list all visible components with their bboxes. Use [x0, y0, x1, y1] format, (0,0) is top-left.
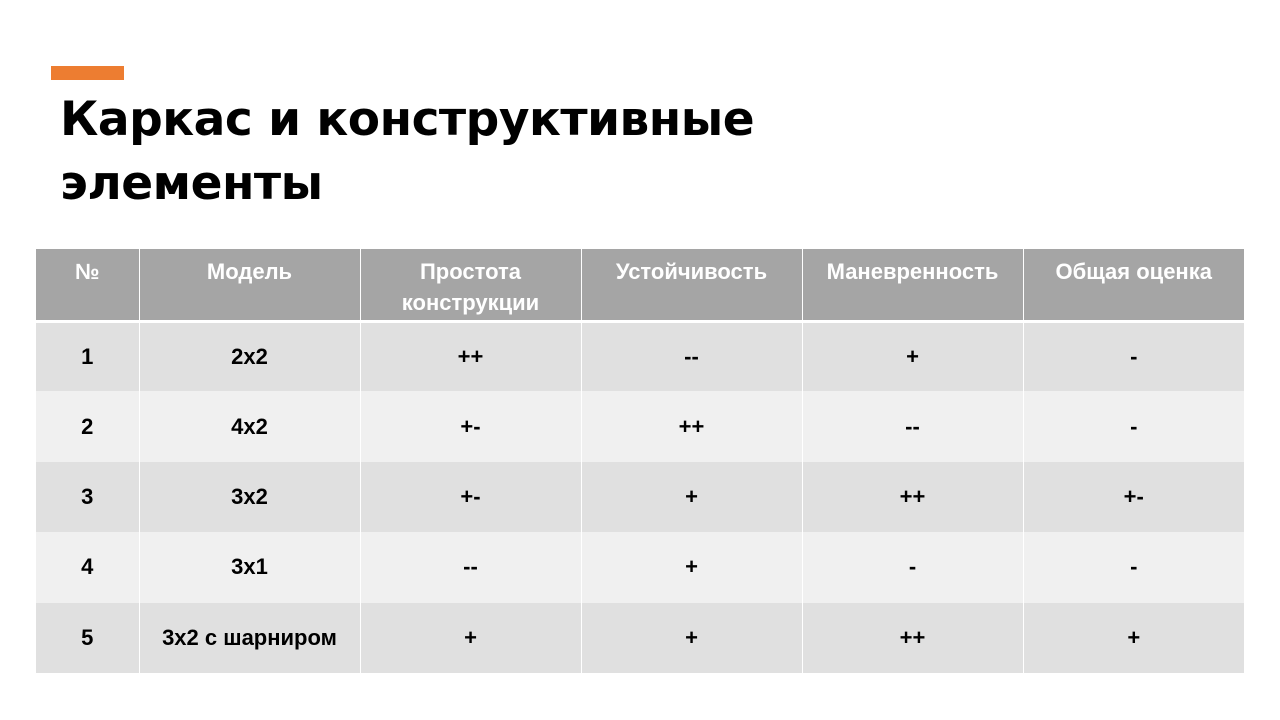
cell-stability: -- — [581, 321, 802, 391]
cell-model: 2x2 — [139, 321, 360, 391]
table-row — [36, 603, 1244, 673]
cell-simplicity: -- — [360, 532, 581, 602]
cell-number: 1 — [36, 321, 139, 391]
cell-model: 3x1 — [139, 532, 360, 602]
table-row — [36, 462, 1244, 532]
cell-model: 4x2 — [139, 391, 360, 461]
cell-number: 5 — [36, 603, 139, 673]
comparison-table-container — [36, 249, 1244, 673]
cell-simplicity: +- — [360, 391, 581, 461]
cell-overall-rating: + — [1023, 603, 1244, 673]
cell-maneuverability: ++ — [802, 462, 1023, 532]
cell-simplicity: +- — [360, 462, 581, 532]
cell-maneuverability: - — [802, 532, 1023, 602]
cell-simplicity: ++ — [360, 321, 581, 391]
cell-maneuverability: -- — [802, 391, 1023, 461]
table-header-row — [36, 249, 1244, 321]
header-model: Модель — [139, 249, 360, 321]
cell-stability: ++ — [581, 391, 802, 461]
comparison-table — [36, 249, 1244, 673]
cell-number: 2 — [36, 391, 139, 461]
header-number: № — [36, 249, 139, 321]
table-row — [36, 532, 1244, 602]
table-row — [36, 391, 1244, 461]
cell-model: 3x2 с шарниром — [139, 603, 360, 673]
cell-overall-rating: +- — [1023, 462, 1244, 532]
cell-overall-rating: - — [1023, 391, 1244, 461]
title-accent-bar — [51, 66, 124, 80]
cell-overall-rating: - — [1023, 321, 1244, 391]
header-stability: Устойчивость — [581, 249, 802, 321]
cell-overall-rating: - — [1023, 532, 1244, 602]
cell-number: 4 — [36, 532, 139, 602]
cell-stability: + — [581, 603, 802, 673]
table-row — [36, 321, 1244, 391]
header-overall-rating: Общая оценка — [1023, 249, 1244, 321]
cell-stability: + — [581, 462, 802, 532]
slide-title: Каркас и конструктивные элементы — [60, 92, 755, 211]
header-simplicity: Простота конструкции — [360, 249, 581, 321]
cell-maneuverability: + — [802, 321, 1023, 391]
cell-maneuverability: ++ — [802, 603, 1023, 673]
header-maneuverability: Маневренность — [802, 249, 1023, 321]
cell-model: 3x2 — [139, 462, 360, 532]
cell-number: 3 — [36, 462, 139, 532]
cell-stability: + — [581, 532, 802, 602]
cell-simplicity: + — [360, 603, 581, 673]
